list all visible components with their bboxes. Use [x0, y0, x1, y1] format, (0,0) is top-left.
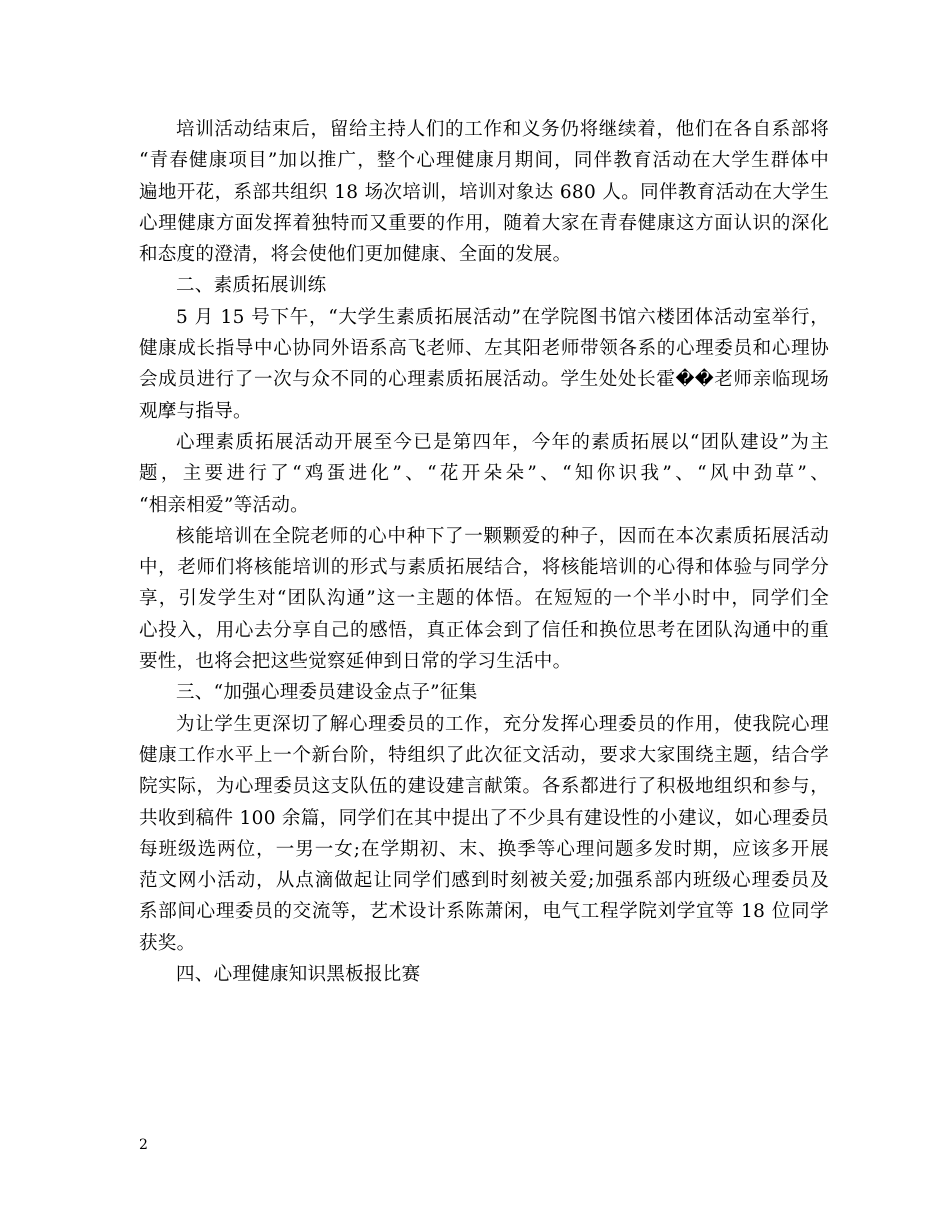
paragraph-line: 健康成长指导中心协同外语系高飞老师、左其阳老师带领各系的心理委员和心理协 [139, 338, 829, 360]
paragraph-line: 观摩与指导。 [139, 400, 252, 422]
paragraph-line: 核能培训在全院老师的心中种下了一颗颗爱的种子，因而在本次素质拓展活动 [176, 525, 829, 547]
paragraph-line: 每班级选两位，一男一女;在学期初、末、换季等心理问题多发时期，应该多开展 [139, 838, 829, 860]
paragraph-line: 为让学生更深切了解心理委员的工作，充分发挥心理委员的作用，使我院心理 [176, 713, 829, 735]
paragraph-line: 5 月 15 号下午，“大学生素质拓展活动”在学院图书馆六楼团体活动室举行， [176, 306, 829, 328]
paragraph-line: 题，主要进行了“鸡蛋进化”、“花开朵朵”、“知你识我”、“风中劲草”、 [139, 463, 829, 485]
paragraph-line: 心理素质拓展活动开展至今已是第四年，今年的素质拓展以“团队建设”为主 [176, 431, 829, 453]
paragraph-line: 获奖。 [139, 932, 196, 954]
paragraph-line: 中，老师们将核能培训的形式与素质拓展结合，将核能培训的心得和体验与同学分 [139, 557, 829, 579]
page-number: 2 [139, 1137, 148, 1153]
paragraph-line: 共收到稿件 100 余篇，同学们在其中提出了不少具有建设性的小建议，如心理委员 [139, 807, 829, 829]
section-heading: 四、心理健康知识黑板报比赛 [176, 964, 421, 986]
paragraph-line: 要性，也将会把这些觉察延伸到日常的学习生活中。 [139, 651, 572, 673]
paragraph-line: “相亲相爱”等活动。 [139, 494, 309, 516]
paragraph-line: 和态度的澄清，将会使他们更加健康、全面的发展。 [139, 244, 572, 266]
section-heading: 二、素质拓展训练 [176, 275, 327, 297]
paragraph-line: 会成员进行了一次与众不同的心理素质拓展活动。学生处处长霍��老师亲临现场 [139, 369, 829, 391]
paragraph-line: 心投入，用心去分享自己的感悟，真正体会到了信任和换位思考在团队沟通中的重 [139, 619, 829, 641]
paragraph-line: “青春健康项目”加以推广，整个心理健康月期间，同伴教育活动在大学生群体中 [139, 150, 829, 172]
paragraph-line: 范文网小活动，从点滴做起让同学们感到时刻被关爱;加强系部内班级心理委员及 [139, 870, 829, 892]
paragraph-line: 院实际，为心理委员这支队伍的建设建言献策。各系都进行了积极地组织和参与， [139, 776, 829, 798]
section-heading: 三、“加强心理委员建设金点子”征集 [176, 682, 478, 704]
paragraph-line: 遍地开花，系部共组织 18 场次培训，培训对象达 680 人。同伴教育活动在大学生 [139, 181, 829, 203]
paragraph-line: 系部间心理委员的交流等，艺术设计系陈萧闲，电气工程学院刘学宜等 18 位同学 [139, 901, 829, 923]
paragraph-line: 健康工作水平上一个新台阶，特组织了此次征文活动，要求大家围绕主题，结合学 [139, 744, 829, 766]
paragraph-line: 享，引发学生对“团队沟通”这一主题的体悟。在短短的一个半小时中，同学们全 [139, 588, 829, 610]
paragraph-line: 心理健康方面发挥着独特而又重要的作用，随着大家在青春健康这方面认识的深化 [139, 212, 829, 234]
paragraph-line: 培训活动结束后，留给主持人们的工作和义务仍将继续着，他们在各自系部将 [176, 119, 829, 140]
document-body [139, 114, 829, 990]
